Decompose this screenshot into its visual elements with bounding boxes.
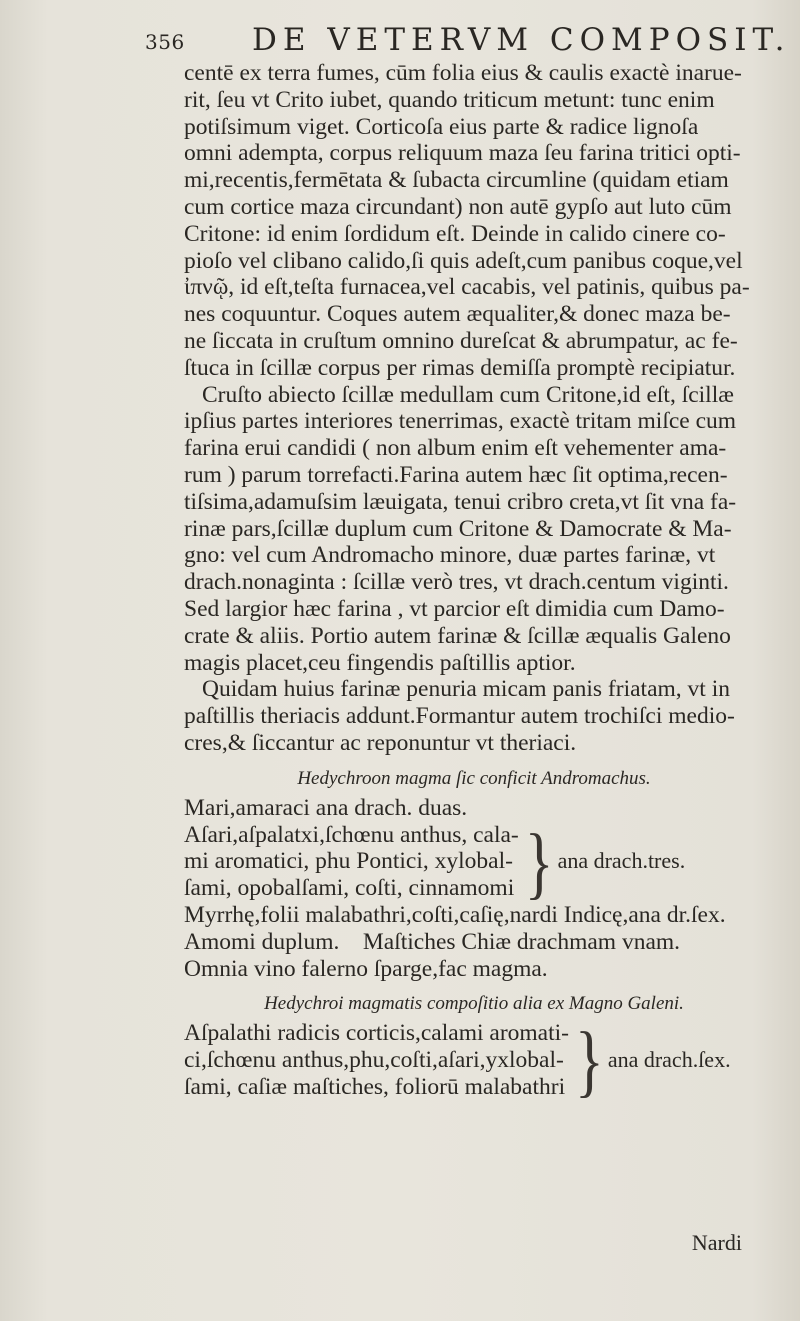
text-line: rum ) parum torrefacti.Farina autem hæc ſit optima,recen- (184, 461, 728, 488)
text-line: magis placet,ceu fingendis paſtillis aptior. (184, 649, 576, 676)
text-line: gno: vel cum Andromacho minore, duæ partes farinæ, vt (184, 542, 716, 569)
text-line: mi,recentis,fermētata & ſubacta circumline (quidam etiam (184, 167, 729, 194)
running-title: DE VETERVM COMPOSIT. (252, 22, 791, 58)
ingredient-line: Aſari,aſpalatxi,ſchœnu anthus, cala- (184, 821, 519, 848)
paragraph-1 (184, 60, 764, 382)
ingredient-line: Myrrhę,folii malabathri,coſti,caſię,nardi Indicę,ana dr.ſex. (184, 901, 726, 928)
text-line: ipſius partes interiores tenerrimas, exactè tritam miſce cum (184, 408, 737, 435)
text-line: Cruſto abiecto ſcillæ medullam cum Critone,id eſt, ſcillæ (202, 381, 734, 408)
text-line: potiſsimum viget. Corticoſa eius parte & radice lignoſa (184, 113, 699, 140)
text-line: cres,& ſiccantur ac reponuntur vt theriaci. (184, 729, 577, 756)
text-line: ſtuca in ſcillæ corpus per rimas demiſſa promptè recipiatur. (184, 354, 736, 381)
text-line: ἰπνῷ, id eſt,teſta furnacea,vel cacabis, vel patinis, quibus pa- (184, 274, 750, 301)
text-line: nes coquuntur. Coques autem æqualiter,& donec maza be- (184, 301, 731, 328)
text-line: farina erui candidi ( non album enim eſt vehementer ama- (184, 435, 727, 462)
text-line: paſtillis theriacis addunt.Formantur autem trochiſci medio- (184, 703, 735, 730)
paragraph-3 (184, 676, 764, 756)
page-body (184, 60, 764, 1106)
text-line: cum cortice maza circundant) non autē gypſo aut luto cūm (184, 193, 732, 220)
text-line: centē ex terra fumes, cūm folia eius & caulis exactè inarue- (184, 60, 742, 86)
ingredient-line: Mari,amaraci ana drach. duas. (184, 794, 468, 821)
recipe-heading-andromachus: Hedychroon magma ſic conficit Andromachus. (297, 767, 651, 789)
curly-brace-icon: } (524, 817, 554, 907)
paragraph-2 (184, 382, 764, 677)
ingredient-line: Omnia vino falerno ſparge,fac magma. (184, 955, 548, 982)
text-line: drach.nonaginta : ſcillæ verò tres, vt drach.centum viginti. (184, 569, 729, 596)
text-line: Quidam huius farinæ penuria micam panis friatam, vt in (202, 676, 730, 703)
ingredient-line: Amomi duplum. Maſtiches Chiæ drachmam vnam. (184, 928, 681, 955)
text-line: ne ſiccata in cruſtum omnino dureſcat & abrumpatur, ac fe- (184, 327, 738, 354)
page-number: 356 (145, 30, 185, 54)
ingredient-line: Aſpalathi radicis corticis,calami aromati- (184, 1020, 569, 1047)
bracket-amount: ana drach.ſex. (607, 1047, 731, 1073)
text-line: omni adempta, corpus reliquum maza ſeu farina tritici opti- (184, 140, 741, 167)
page-header (0, 18, 800, 58)
text-line: Sed largior hæc farina , vt parcior eſt dimidia cum Damo- (184, 595, 725, 622)
bracket-amount: ana drach.tres. (557, 848, 686, 874)
ingredient-bracket-group (184, 817, 764, 907)
text-line: tiſsima,adamuſsim læuigata, tenui cribro creta,vt ſit vna fa- (184, 488, 737, 515)
text-line: Critone: id enim ſordidum eſt. Deinde in calido cinere co- (184, 220, 726, 247)
ingredient-line: ſami, opobalſami, coſti, cinnamomi (184, 875, 515, 902)
catchword: Nardi (691, 1230, 742, 1255)
ingredient-line: ſami, caſiæ maſtiches, foliorū malabathri (184, 1073, 566, 1100)
text-line: rit, ſeu vt Crito iubet, quando triticum metunt: tunc enim (184, 86, 715, 113)
recipe-heading-galen: Hedychroi magmatis compoſitio alia ex Magno Galeni. (264, 993, 684, 1015)
ingredient-line: mi aromatici, phu Pontici, xylobal- (184, 848, 513, 875)
text-line: rinæ pars,ſcillæ duplum cum Critone & Damocrate & Ma- (184, 515, 732, 542)
text-line: pioſo vel clibano calido,ſi quis adeſt,cum panibus coque,vel (184, 247, 743, 274)
text-line: crate & aliis. Portio autem farinæ & ſcillæ æqualis Galeno (184, 622, 731, 649)
ingredient-line: ci,ſchœnu anthus,phu,coſti,aſari,yxlobal- (184, 1047, 564, 1074)
ingredient-bracket-group (184, 1015, 764, 1106)
curly-brace-icon: } (575, 1015, 604, 1106)
